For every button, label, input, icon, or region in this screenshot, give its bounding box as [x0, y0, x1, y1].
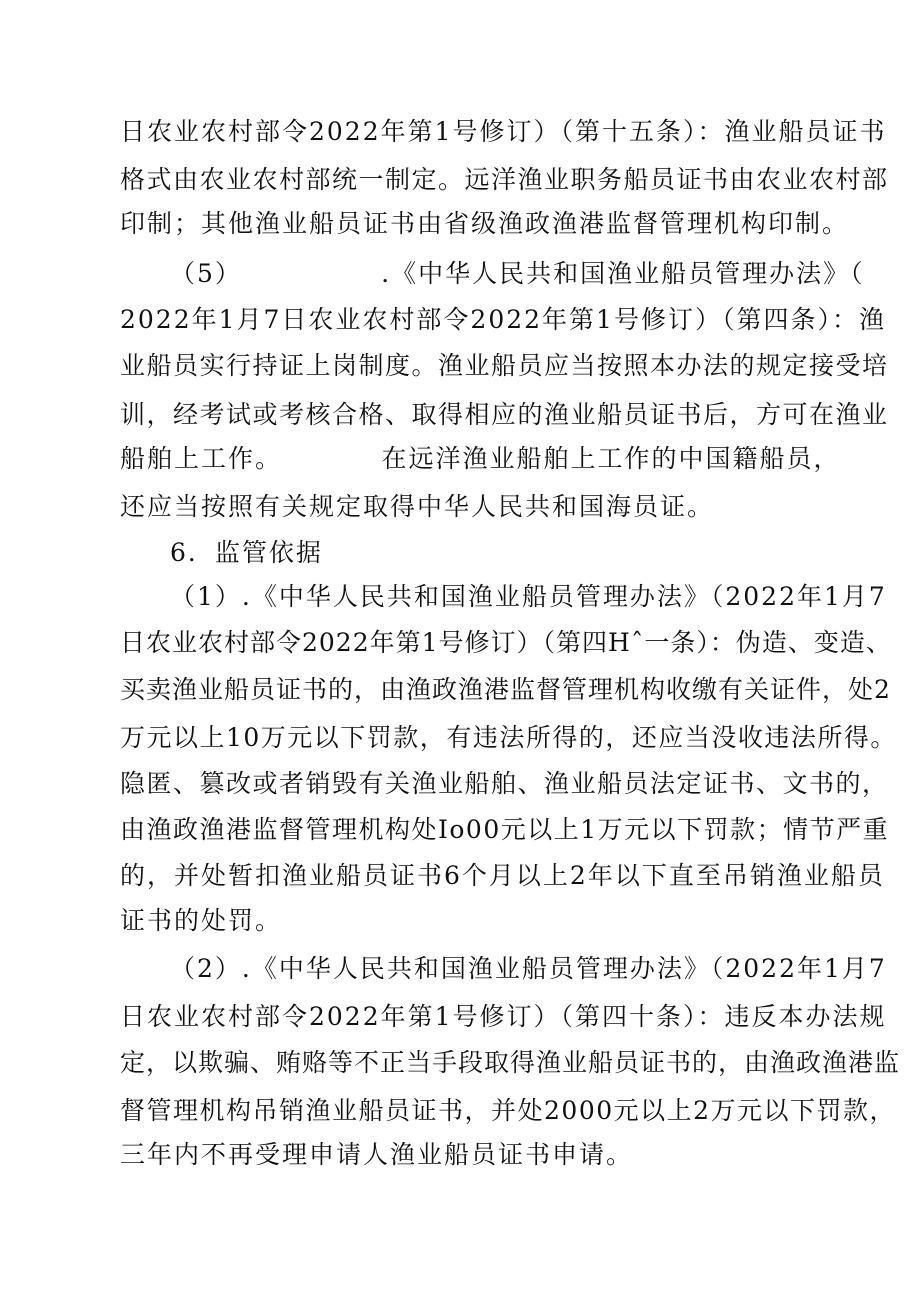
text-line: 格式由农业农村部统一制定。远洋渔业职务船员证书由农业农村部: [120, 165, 889, 194]
text-line: 万元以上10万元以下罚款，有违法所得的，还应当没收违法所得。: [120, 723, 897, 752]
text-line: （5） .《中华人民共和国渔业船员管理办法》（: [170, 259, 865, 288]
text-line: 由渔政渔港监督管理机构处Io00元以上1万元以下罚款；情节严重: [120, 815, 890, 844]
text-line: 业船员实行持证上岗制度。渔业船员应当按照本办法的规定接受培: [120, 351, 889, 380]
text-line: 印制；其他渔业船员证书由省级渔政渔港监督管理机构印制。: [120, 209, 850, 238]
text-line: 训，经考试或考核合格、取得相应的渔业船员证书后，方可在渔业: [120, 400, 889, 429]
text-line: 2022年1月7日农业农村部令2022年第1号修订）（第四条）：渔: [120, 305, 886, 334]
text-line: 证书的处罚。: [120, 906, 283, 935]
text-line: 督管理机构吊销渔业船员证书，并处2000元以上2万元以下罚款，: [120, 1096, 897, 1125]
text-line: 三年内不再受理申请人渔业船员证书申请。: [120, 1140, 634, 1169]
text-line: 日农业农村部令2022年第1号修订）（第四十条）：违反本办法规: [120, 1002, 887, 1031]
text-line: 定，以欺骗、贿赂等不正当手段取得渔业船员证书的，由渔政渔港监: [120, 1048, 901, 1077]
text-line: 隐匿、篡改或者销毁有关渔业船舶、渔业船员法定证书、文书的，: [120, 769, 889, 798]
text-line: 日农业农村部令2022年第1号修订）（第十五条）：渔业船员证书: [120, 117, 887, 146]
section-heading: 6．监管依据: [170, 538, 323, 567]
text-line: 日农业农村部令2022年第1号修订）（第四Hˆ一条）：伪造、变造、: [120, 628, 892, 657]
text-line: 还应当按照有关规定取得中华人民共和国海员证。: [120, 492, 715, 521]
text-line: 的，并处暂扣渔业船员证书6个月以上2年以下直至吊销渔业船员: [120, 861, 885, 890]
text-line: （2）.《中华人民共和国渔业船员管理办法》（2022年1月7: [170, 954, 887, 983]
text-line: （1）.《中华人民共和国渔业船员管理办法》（2022年1月7: [170, 582, 887, 611]
text-line: 船舶上工作。 在远洋渔业船舶上工作的中国籍船员，: [120, 444, 841, 473]
text-line: 买卖渔业船员证书的，由渔政渔港监督管理机构收缴有关证件，处2: [120, 675, 891, 704]
